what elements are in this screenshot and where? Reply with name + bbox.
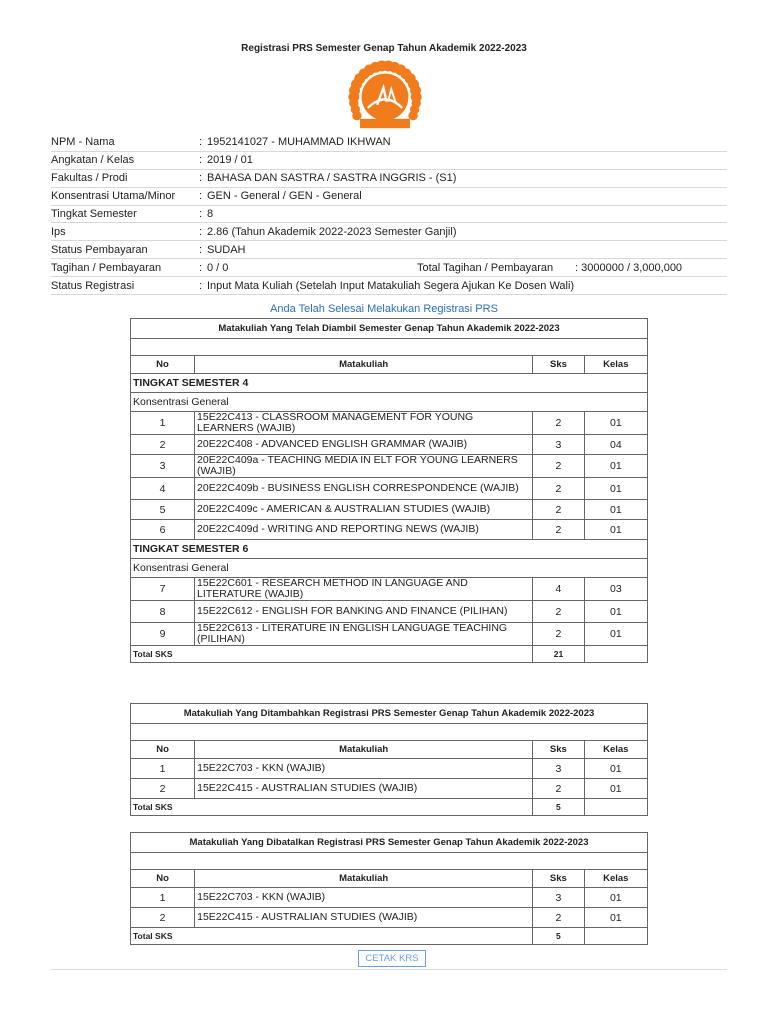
info-colon: : [199, 277, 207, 295]
total-sks: 5 [533, 928, 584, 945]
courses-taken-table [130, 318, 648, 663]
info-row [51, 205, 727, 223]
table-spacer-row [131, 724, 648, 741]
table-row [131, 908, 648, 928]
concentration-row [131, 559, 648, 578]
info-row [51, 259, 727, 277]
table-caption: Matakuliah Yang Telah Diambil Semester Genap Tahun Akademik 2022-2023 [131, 319, 648, 339]
course-name: 15E22C703 - KKN (WAJIB) [195, 759, 533, 779]
total-row [131, 646, 648, 663]
table-spacer-row [131, 853, 648, 870]
total-row [131, 928, 648, 945]
info-label: Konsentrasi Utama/Minor [51, 187, 199, 205]
course-kelas: 01 [584, 412, 647, 435]
divider [51, 969, 727, 970]
course-kelas: 03 [584, 578, 647, 601]
print-krs-button[interactable]: CETAK KRS [358, 950, 426, 967]
info-extra-value: 3000000 / 3,000,000 [581, 261, 683, 274]
spacer-cell [131, 724, 648, 741]
course-no: 9 [131, 623, 195, 646]
table-row [131, 601, 648, 623]
table-row [131, 478, 648, 500]
courses-cancelled-table [130, 832, 648, 945]
course-sks: 4 [533, 578, 584, 601]
info-colon: : [199, 187, 207, 205]
course-kelas: 01 [584, 908, 647, 928]
course-no: 7 [131, 578, 195, 601]
info-colon: : [199, 134, 207, 151]
university-logo-icon [346, 58, 424, 136]
course-sks: 2 [533, 601, 584, 623]
total-label: Total SKS [131, 799, 533, 816]
header-sks: Sks [533, 356, 584, 374]
table-caption: Matakuliah Yang Dibatalkan Registrasi PRS Semester Genap Tahun Akademik 2022-2023 [131, 833, 648, 853]
info-colon: : [575, 261, 582, 274]
course-no: 1 [131, 412, 195, 435]
table-header-row [131, 741, 648, 759]
table-row [131, 578, 648, 601]
info-value-cell [207, 259, 727, 277]
info-label: Status Registrasi [51, 277, 199, 295]
course-sks: 2 [533, 779, 584, 799]
course-name: 15E22C413 - CLASSROOM MANAGEMENT FOR YOUNG LEARNERS (WAJIB) [195, 412, 533, 435]
concentration-row [131, 393, 648, 412]
course-name: 15E22C612 - ENGLISH FOR BANKING AND FINANCE (PILIHAN) [195, 601, 533, 623]
info-label: Angkatan / Kelas [51, 151, 199, 169]
course-kelas: 01 [584, 779, 647, 799]
info-colon: : [199, 223, 207, 241]
course-name: 20E22C408 - ADVANCED ENGLISH GRAMMAR (WAJIB) [195, 435, 533, 455]
info-value: 1952141027 - MUHAMMAD IKHWAN [207, 134, 727, 151]
course-no: 8 [131, 601, 195, 623]
info-value: BAHASA DAN SASTRA / SASTRA INGGRIS - (S1) [207, 169, 727, 187]
concentration-label: Konsentrasi General [131, 393, 648, 412]
course-sks: 2 [533, 623, 584, 646]
header-kelas: Kelas [584, 356, 647, 374]
info-row [51, 169, 727, 187]
course-name: 20E22C409c - AMERICAN & AUSTRALIAN STUDIES (WAJIB) [195, 500, 533, 520]
info-value: 0 / 0 [207, 261, 229, 274]
course-no: 2 [131, 779, 195, 799]
header-matakuliah: Matakuliah [195, 870, 533, 888]
table-row [131, 455, 648, 478]
info-colon: : [199, 241, 207, 259]
info-label: NPM - Nama [51, 134, 199, 151]
info-row [51, 134, 727, 151]
info-row [51, 277, 727, 295]
info-label: Status Pembayaran [51, 241, 199, 259]
course-no: 2 [131, 435, 195, 455]
info-colon: : [199, 169, 207, 187]
header-no: No [131, 741, 195, 759]
course-sks: 2 [533, 478, 584, 500]
info-label: Tingkat Semester [51, 205, 199, 223]
info-row [51, 241, 727, 259]
header-no: No [131, 356, 195, 374]
info-label: Ips [51, 223, 199, 241]
header-kelas: Kelas [584, 870, 647, 888]
page-title: Registrasi PRS Semester Genap Tahun Akademik 2022-2023 [241, 43, 527, 54]
course-kelas: 01 [584, 478, 647, 500]
info-label: Fakultas / Prodi [51, 169, 199, 187]
course-no: 6 [131, 520, 195, 540]
info-value: Input Mata Kuliah (Setelah Input Matakuliah Segera Ajukan Ke Dosen Wali) [207, 277, 727, 295]
table-caption-row [131, 704, 648, 724]
total-row [131, 799, 648, 816]
total-empty-cell [584, 646, 647, 663]
spacer-cell [131, 853, 648, 870]
registration-complete-message: Anda Telah Selesai Melakukan Registrasi PRS [270, 303, 498, 315]
course-no: 2 [131, 908, 195, 928]
table-row [131, 888, 648, 908]
table-spacer-row [131, 339, 648, 356]
course-kelas: 01 [584, 888, 647, 908]
header-sks: Sks [533, 870, 584, 888]
total-empty-cell [584, 799, 647, 816]
course-name: 15E22C601 - RESEARCH METHOD IN LANGUAGE AND LITERATURE (WAJIB) [195, 578, 533, 601]
course-name: 15E22C613 - LITERATURE IN ENGLISH LANGUAGE TEACHING (PILIHAN) [195, 623, 533, 646]
course-kelas: 01 [584, 623, 647, 646]
course-kelas: 04 [584, 435, 647, 455]
info-label: Tagihan / Pembayaran [51, 259, 199, 277]
table-row [131, 779, 648, 799]
info-value: SUDAH [207, 241, 727, 259]
table-row [131, 412, 648, 435]
header-no: No [131, 870, 195, 888]
table-row [131, 759, 648, 779]
course-name: 20E22C409b - BUSINESS ENGLISH CORRESPONDENCE (WAJIB) [195, 478, 533, 500]
spacer-cell [131, 339, 648, 356]
course-sks: 3 [533, 435, 584, 455]
table-caption: Matakuliah Yang Ditambahkan Registrasi PRS Semester Genap Tahun Akademik 2022-2023 [131, 704, 648, 724]
table-row [131, 520, 648, 540]
table-row [131, 435, 648, 455]
total-sks: 21 [533, 646, 584, 663]
course-no: 1 [131, 759, 195, 779]
table-header-row [131, 356, 648, 374]
course-kelas: 01 [584, 520, 647, 540]
semester-level-row [131, 540, 648, 559]
course-sks: 2 [533, 500, 584, 520]
table-header-row [131, 870, 648, 888]
total-sks: 5 [533, 799, 584, 816]
semester-level: TINGKAT SEMESTER 6 [131, 540, 648, 559]
course-kelas: 01 [584, 455, 647, 478]
course-kelas: 01 [584, 759, 647, 779]
student-info-table [51, 134, 727, 295]
table-row [131, 623, 648, 646]
course-name: 20E22C409a - TEACHING MEDIA IN ELT FOR YOUNG LEARNERS (WAJIB) [195, 455, 533, 478]
semester-level-row [131, 374, 648, 393]
course-sks: 3 [533, 888, 584, 908]
info-row [51, 151, 727, 169]
course-no: 1 [131, 888, 195, 908]
info-value: 2.86 (Tahun Akademik 2022-2023 Semester Ganjil) [207, 223, 727, 241]
course-no: 4 [131, 478, 195, 500]
course-kelas: 01 [584, 500, 647, 520]
info-value: 8 [207, 205, 727, 223]
info-row [51, 187, 727, 205]
semester-level: TINGKAT SEMESTER 4 [131, 374, 648, 393]
info-extra-label: Total Tagihan / Pembayaran [417, 261, 554, 274]
table-caption-row [131, 833, 648, 853]
header-sks: Sks [533, 741, 584, 759]
total-label: Total SKS [131, 646, 533, 663]
info-colon: : [199, 259, 207, 277]
course-no: 3 [131, 455, 195, 478]
info-colon: : [199, 151, 207, 169]
course-sks: 2 [533, 455, 584, 478]
info-colon: : [199, 205, 207, 223]
course-sks: 2 [533, 520, 584, 540]
table-caption-row [131, 319, 648, 339]
course-name: 15E22C415 - AUSTRALIAN STUDIES (WAJIB) [195, 908, 533, 928]
info-value: GEN - General / GEN - General [207, 187, 727, 205]
course-name: 15E22C415 - AUSTRALIAN STUDIES (WAJIB) [195, 779, 533, 799]
courses-added-table [130, 703, 648, 816]
course-no: 5 [131, 500, 195, 520]
header-kelas: Kelas [584, 741, 647, 759]
course-kelas: 01 [584, 601, 647, 623]
header-matakuliah: Matakuliah [195, 741, 533, 759]
total-label: Total SKS [131, 928, 533, 945]
course-name: 15E22C703 - KKN (WAJIB) [195, 888, 533, 908]
table-row [131, 500, 648, 520]
info-value: 2019 / 01 [207, 151, 727, 169]
course-sks: 2 [533, 908, 584, 928]
course-sks: 2 [533, 412, 584, 435]
course-name: 20E22C409d - WRITING AND REPORTING NEWS (WAJIB) [195, 520, 533, 540]
concentration-label: Konsentrasi General [131, 559, 648, 578]
course-sks: 3 [533, 759, 584, 779]
header-matakuliah: Matakuliah [195, 356, 533, 374]
info-row [51, 223, 727, 241]
total-empty-cell [584, 928, 647, 945]
